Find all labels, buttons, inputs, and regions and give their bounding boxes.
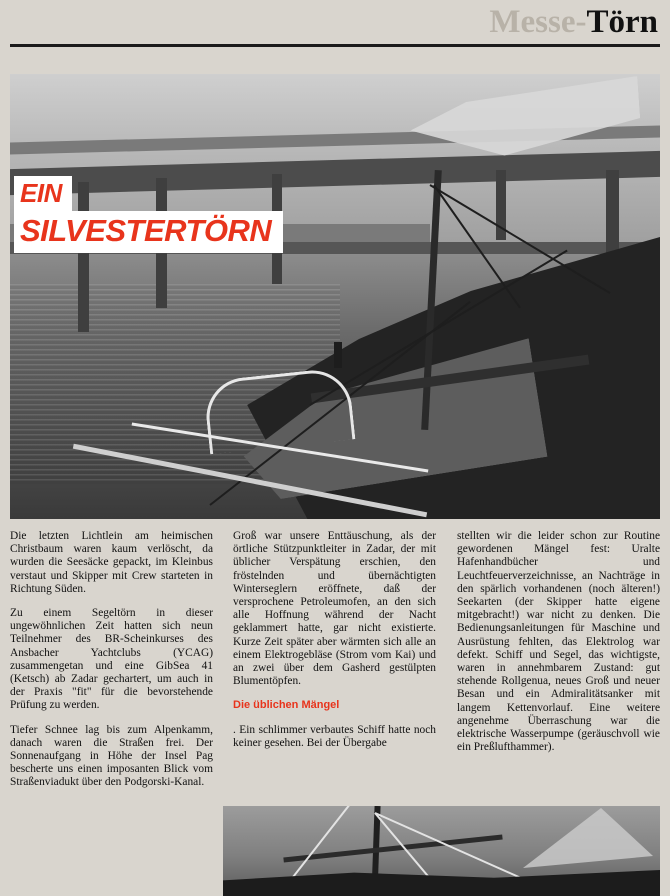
- secondary-photo: [223, 806, 660, 896]
- paragraph: Zu einem Segeltörn in dieser ungewöhnlichen Zeit hatten sich neun Teilnehmer des BR-Scheinkurses des Ansbacher Yachtclubs (YCAG) zusammengetan und eine GibSea 41 (Ketsch) ab Zadar gechartert, um auch in der Praxis "fit" für die bevorstehende Prüfung zu werden.: [10, 607, 213, 712]
- paragraph: Groß war unsere Enttäuschung, als der örtliche Stützpunktleiter in Zadar, der mit üblicher Verspätung erschien, den fröstelnden und übernächtigten Winterseglern eröffnete, daß der versprochene Petroleumofen, an den sich alle Hoffnung während der Nacht geklammert hatte, gar nicht existierte. Kurze Zeit später aber wärmten sich alle an einem Elektrogebläse (Strom vom Kai) und an zwei über dem Gasherd gestülpten Blumentöpfen.: [233, 530, 436, 688]
- channel-marker: [334, 342, 342, 368]
- article-column-1: [10, 530, 213, 801]
- paragraph: stellten wir die leider schon zur Routine gewordenen Mängel fest: Uralte Hafenhandbücher und Leuchtfeuerverzeichnisse, an Nachträge in den spärlich vorhandenen (noch älteren!) Seekarten (der Skipper hatte eigene mitgebracht!) war nicht zu denken. Die Bedienungsanleitungen für Maschine und Ausrüstung fehlten, das Elektrolog war defekt. Schiff und Segel, das wichtigste, waren in annehmbarem Zustand: gut stehende Rollgenua, neues Groß und neuer Besan und ein Admiralitätsanker mit langem Kettenvorlauf. Eine weitere angenehme Überraschung war die elektrische Wasserpumpe (geräuschvoll wie ein Preßlufthammer).: [457, 530, 660, 754]
- headline-line2: SILVESTERTÖRN: [20, 213, 272, 248]
- hero-photo: [10, 74, 660, 519]
- headline-line1: EIN: [20, 178, 62, 208]
- bridge-pylon: [78, 182, 89, 332]
- paragraph: Tiefer Schnee lag bis zum Alpenkamm, danach waren die Straßen frei. Der Sonnenaufgang in Höhe der Insel Pag bescherte uns einen imposanten Blick vom Straßenviadukt über den Podgorski-Kanal.: [10, 723, 213, 789]
- page-title: [489, 2, 658, 42]
- masthead-divider: [10, 44, 660, 47]
- paragraph: . Ein schlimmer verbautes Schiff hatte noch keiner gesehen. Bei der Übergabe: [233, 723, 436, 749]
- article-column-3: [457, 530, 660, 765]
- headline-line1-box: [14, 176, 72, 211]
- masthead-title-muted: Messe-: [489, 4, 587, 40]
- headline-line2-box: [14, 211, 283, 253]
- section-subheading: Die üblichen Mängel: [233, 699, 340, 712]
- masthead: [0, 0, 670, 50]
- paragraph: Die letzten Lichtlein am heimischen Christbaum waren kaum verlöscht, da wurden die Seesäcke gepackt, im Kleinbus verstaut und Skipper mit Crew starteten in Richtung Süden.: [10, 530, 213, 595]
- article-column-2: [233, 530, 436, 761]
- masthead-title-main: Törn: [586, 4, 658, 40]
